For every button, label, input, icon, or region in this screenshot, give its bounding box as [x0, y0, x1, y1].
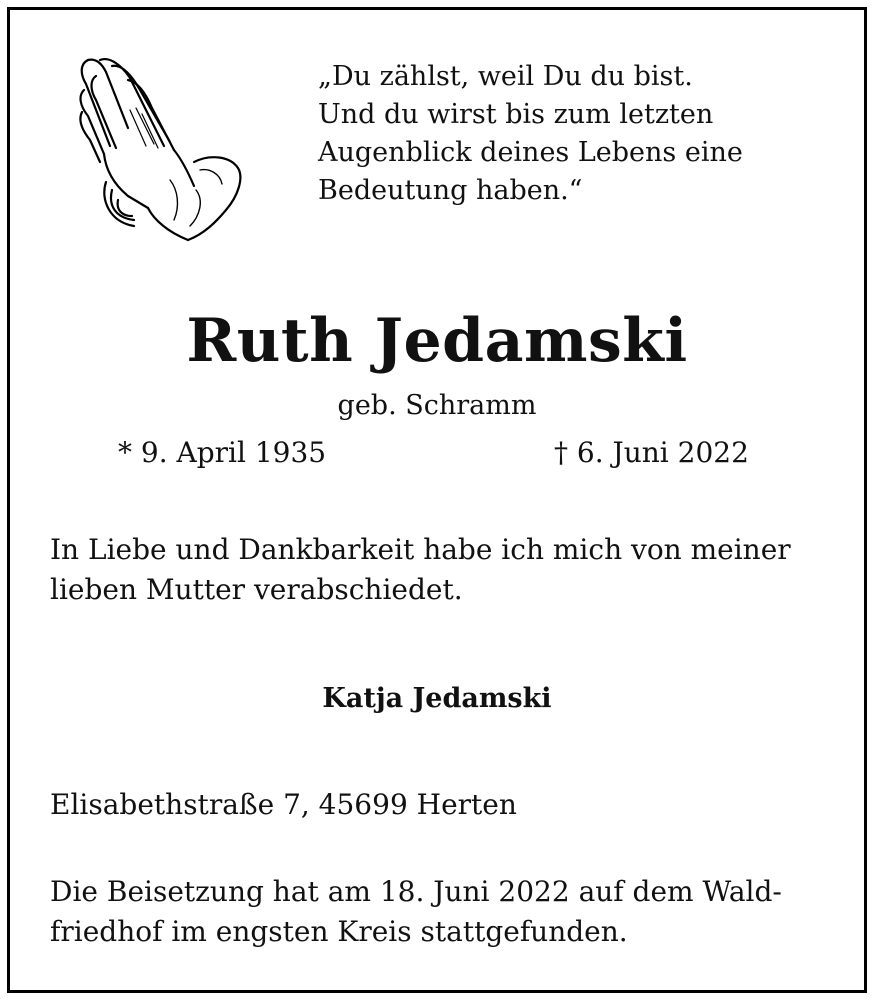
deceased-name: Ruth Jedamski: [186, 306, 688, 376]
quote-line: Und du wirst bis zum letzten: [318, 99, 714, 130]
quote-line: „Du zählst, weil Du du bist.: [318, 61, 693, 92]
quote-text: [318, 58, 743, 210]
death-date: † 6. Juni 2022: [554, 436, 749, 469]
quote-line: Augenblick deines Lebens eine: [318, 137, 743, 168]
burial-notice: [50, 872, 782, 952]
obituary-frame: [7, 7, 867, 993]
quote-line: Bedeutung haben.“: [318, 175, 583, 206]
burial-line: friedhof im engsten Kreis stattgefunden.: [50, 915, 628, 948]
message-line: lieben Mutter verabschiedet.: [50, 573, 463, 606]
signer-name: Katja Jedamski: [322, 683, 552, 714]
birth-date: * 9. April 1935: [118, 436, 327, 469]
address: Elisabethstraße 7, 45699 Herten: [50, 788, 517, 821]
message-line: In Liebe und Dankbarkeit habe ich mich von meiner: [50, 533, 791, 566]
maiden-name: geb. Schramm: [337, 390, 537, 421]
praying-hands-icon: [70, 50, 250, 250]
burial-line: Die Beisetzung hat am 18. Juni 2022 auf dem Wald-: [50, 875, 782, 908]
farewell-message: [50, 530, 791, 610]
